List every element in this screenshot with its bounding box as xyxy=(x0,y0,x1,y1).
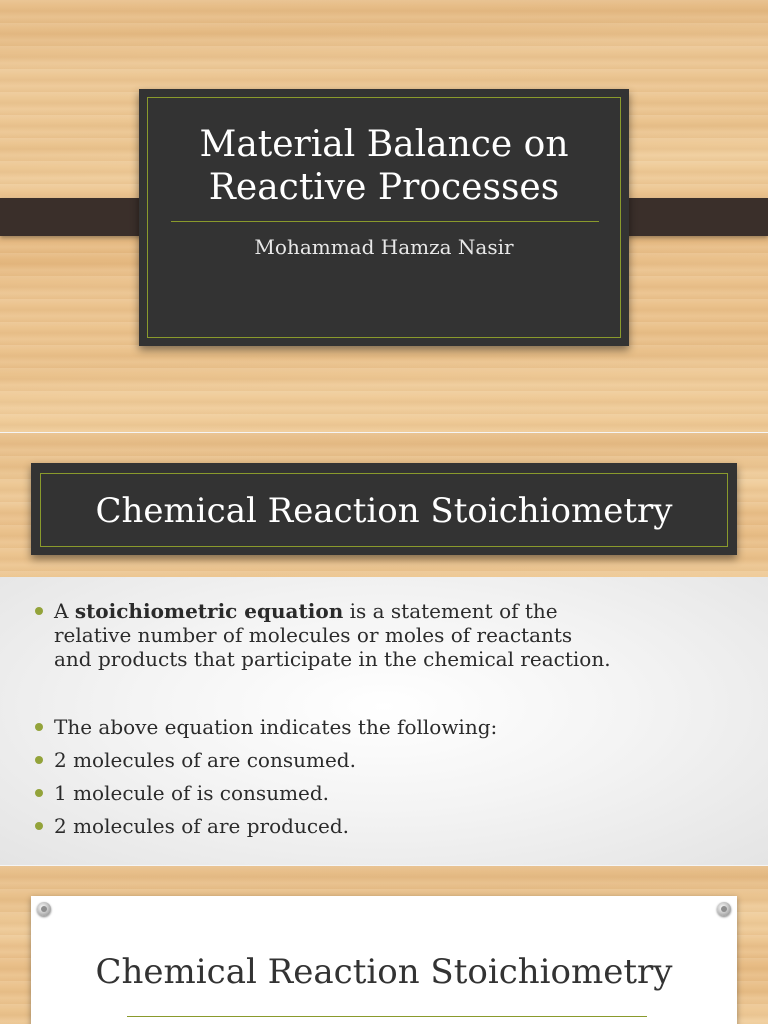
bullet-text: relative number of molecules or moles of reactants xyxy=(54,623,573,647)
slide-title xyxy=(0,0,768,432)
bullet-prefix: A xyxy=(54,599,75,623)
bullet-item: The above equation indicates the following: xyxy=(32,715,732,739)
section-title: Chemical Reaction Stoichiometry xyxy=(95,952,673,992)
slide-pinned-header xyxy=(0,866,768,1024)
pinned-paper xyxy=(31,896,737,1024)
bullet-text: is a statement of the xyxy=(343,599,558,623)
left-band xyxy=(0,198,160,236)
section-card xyxy=(31,463,737,555)
presentation-title xyxy=(139,123,629,209)
right-band xyxy=(612,198,768,236)
bullet-item xyxy=(32,599,732,671)
title-line-1: Material Balance on xyxy=(199,124,569,165)
bullet-text: and products that participate in the chemical reaction. xyxy=(54,647,611,671)
pin-icon xyxy=(37,902,51,916)
title-line-2: Reactive Processes xyxy=(208,167,560,208)
bullet-item: 2 molecules of are produced. xyxy=(32,814,732,838)
title-divider xyxy=(171,221,599,222)
bullet-item: 1 molecule of is consumed. xyxy=(32,781,732,805)
slide-section-header xyxy=(0,433,768,577)
bullet-list xyxy=(32,599,732,838)
slide-content xyxy=(0,577,768,865)
title-divider xyxy=(127,1016,647,1017)
pin-icon xyxy=(717,902,731,916)
bullet-item: 2 molecules of are consumed. xyxy=(32,748,732,772)
title-card xyxy=(139,89,629,346)
bold-term: stoichiometric equation xyxy=(74,599,344,623)
section-title: Chemical Reaction Stoichiometry xyxy=(95,491,673,531)
author-name: Mohammad Hamza Nasir xyxy=(254,235,514,259)
